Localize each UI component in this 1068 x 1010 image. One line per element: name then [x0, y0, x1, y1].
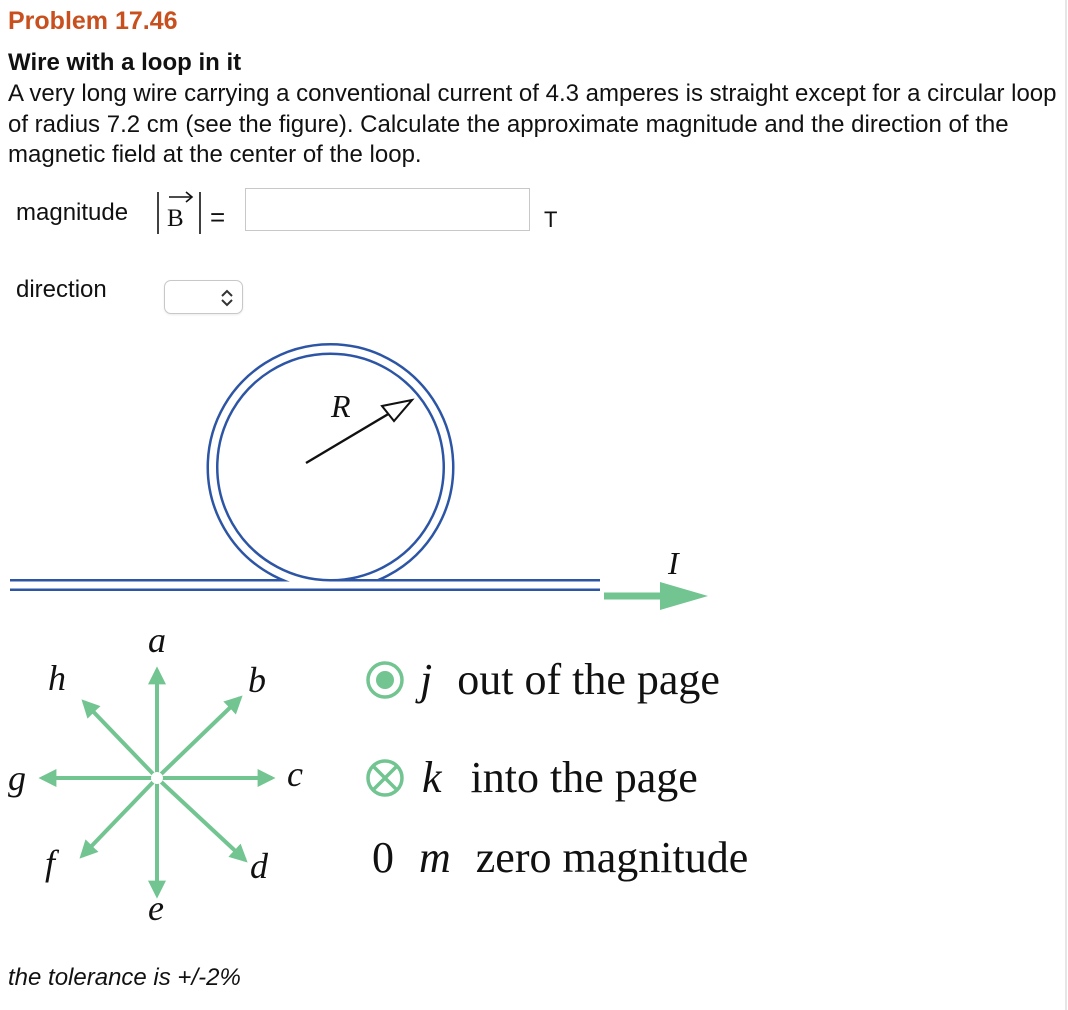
svg-text:j out of the page	[415, 655, 720, 704]
direction-letter-b: b	[248, 660, 266, 700]
arrow-h	[84, 702, 157, 778]
wire-loop-figure	[0, 320, 1068, 960]
dot-circle-icon	[368, 663, 402, 697]
cross-circle-icon	[368, 761, 402, 795]
tolerance-note: the tolerance is +/-2%	[8, 964, 241, 991]
arrow-d	[157, 778, 245, 860]
problem-title: Wire with a loop in it	[8, 49, 242, 76]
b-vector-magnitude-symbol	[155, 188, 207, 236]
direction-letter-g: g	[8, 758, 26, 798]
magnitude-label: magnitude	[16, 199, 129, 226]
wire-with-loop	[10, 349, 600, 585]
direction-letter-e: e	[148, 888, 164, 928]
unit-label: T	[544, 207, 558, 232]
legend-text-out: out of the page	[457, 655, 720, 704]
direction-letter-f: f	[45, 843, 56, 883]
legend	[368, 655, 748, 882]
direction-label: direction	[16, 276, 107, 303]
radius-arrow	[306, 400, 412, 463]
legend-text-in: into the page	[470, 753, 698, 802]
current-arrow	[604, 582, 708, 610]
legend-letter-k: k	[422, 753, 442, 802]
magnitude-input[interactable]	[245, 188, 530, 231]
legend-letter-j: j	[420, 655, 433, 704]
radius-label: R	[331, 388, 351, 424]
arrow-f	[82, 778, 157, 856]
direction-letter-a: a	[148, 620, 166, 660]
legend-text-zero: zero magnitude	[475, 833, 749, 882]
legend-letter-m: m	[419, 833, 451, 882]
svg-text:0 m zero magnitude	[372, 833, 748, 882]
direction-center-dot	[151, 772, 163, 784]
problem-number: Problem 17.46	[8, 7, 178, 35]
arrow-b	[157, 698, 240, 778]
direction-select[interactable]	[164, 280, 243, 314]
problem-statement: A very long wire carrying a conventional current of 4.3 amperes is straight except for a circular loop of radius 7.2 cm (see the figure). Calculate the approximate magnitude and the direction of the magnetic field at the center of the loop.	[8, 80, 1057, 168]
direction-letter-d: d	[250, 846, 268, 886]
direction-letter-h: h	[48, 658, 66, 698]
chevron-up-down-icon	[220, 288, 234, 308]
svg-text:k into the page	[422, 753, 698, 802]
b-vector-letter: B	[167, 205, 184, 232]
equals-sign: =	[210, 202, 226, 232]
current-label: I	[668, 545, 679, 581]
direction-letter-c: c	[287, 754, 303, 794]
legend-zero: 0	[372, 833, 394, 882]
